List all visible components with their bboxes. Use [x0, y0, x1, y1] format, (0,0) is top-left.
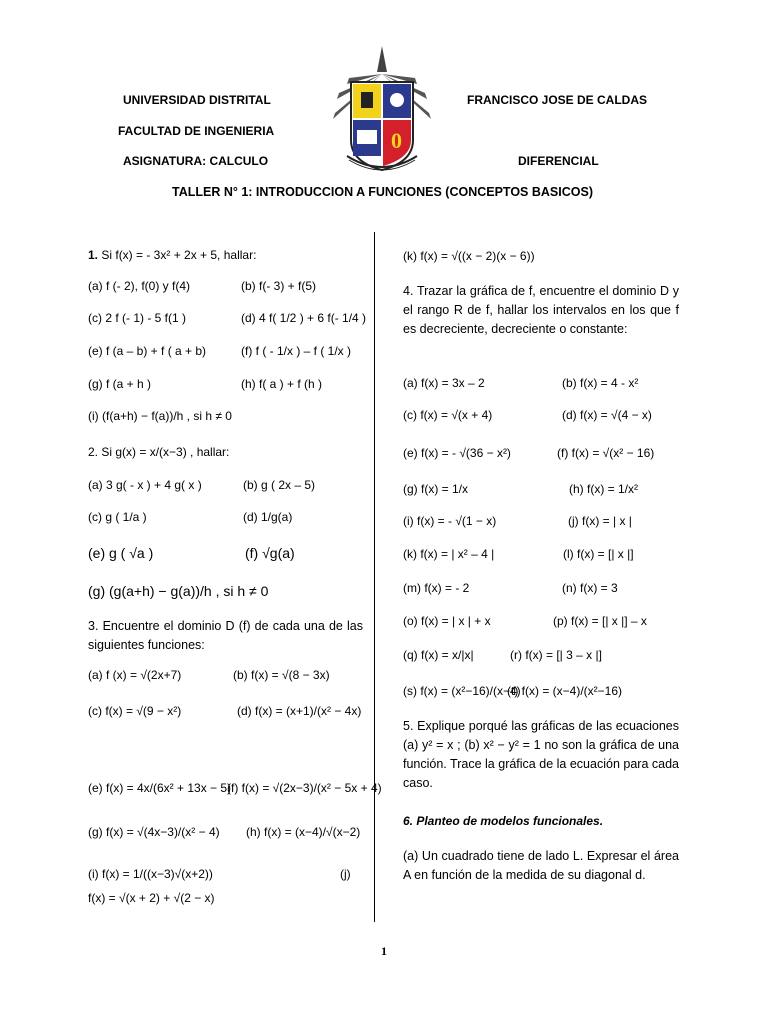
problem-2d: (d) 1/g(a) — [243, 510, 293, 524]
problem-3a: (a) f (x) = √(2x+7) — [88, 668, 182, 682]
problem-3f: (f) f(x) = √(2x−3)/(x² − 5x + 4) — [227, 781, 382, 795]
problem-4r: (r) f(x) = [| 3 – x |] — [510, 648, 602, 662]
problem-1b: (b) f(- 3) + f(5) — [241, 279, 317, 293]
problem-1-statement: 1. Si f(x) = - 3x² + 2x + 5, hallar: — [88, 248, 257, 262]
problem-2b: (b) g ( 2x – 5) — [243, 478, 316, 492]
problem-2g: (g) (g(a+h) − g(a))/h , si h ≠ 0 — [88, 583, 269, 599]
problem-2a: (a) 3 g( - x ) + 4 g( x ) — [88, 478, 202, 492]
problem-1a: (a) f (- 2), f(0) y f(4) — [88, 279, 190, 293]
header-university-name: FRANCISCO JOSE DE CALDAS — [467, 93, 648, 107]
problem-4n: (n) f(x) = 3 — [562, 581, 618, 595]
worksheet-title: TALLER N° 1: INTRODUCCION A FUNCIONES (CONCEPTOS BASICOS) — [172, 185, 593, 199]
header-university: UNIVERSIDAD DISTRITAL — [123, 93, 271, 107]
problem-4e: (e) f(x) = - √(36 − x²) — [403, 446, 511, 460]
problem-1g: (g) f (a + h ) — [88, 377, 152, 391]
svg-text:0: 0 — [391, 128, 402, 153]
problem-4a: (a) f(x) = 3x – 2 — [403, 376, 485, 390]
problem-4g: (g) f(x) = 1/x — [403, 482, 469, 496]
problem-6-heading: 6. Planteo de modelos funcionales. — [403, 814, 604, 828]
problem-4o: (o) f(x) = | x | + x — [403, 614, 491, 628]
problem-4t: (t) f(x) = (x−4)/(x²−16) — [507, 684, 623, 698]
problem-4p: (p) f(x) = [| x |] – x — [553, 614, 647, 628]
problem-1f: (f) f ( - 1/x ) – f ( 1/x ) — [241, 344, 352, 358]
problem-4i: (i) f(x) = - √(1 − x) — [403, 514, 497, 528]
problem-6a: (a) Un cuadrado tiene de lado L. Expresar el área A en función de la medida de su diagonal d. — [403, 849, 679, 882]
problem-3h: (h) f(x) = (x−4)/√(x−2) — [246, 825, 361, 839]
header-subject-cont: DIFERENCIAL — [518, 154, 599, 168]
problem-3d: (d) f(x) = (x+1)/(x² − 4x) — [237, 704, 362, 718]
header-subject: ASIGNATURA: CALCULO — [123, 154, 269, 168]
problem-4f: (f) f(x) = √(x² − 16) — [557, 446, 655, 460]
problem-1c: (c) 2 f (- 1) - 5 f(1 ) — [88, 311, 187, 325]
header-faculty: FACULTAD DE INGENIERIA — [118, 124, 275, 138]
column-divider — [374, 232, 375, 922]
problem-2f: (f) √g(a) — [245, 545, 295, 561]
problem-4j: (j) f(x) = | x | — [568, 514, 632, 528]
problem-4d: (d) f(x) = √(4 − x) — [562, 408, 652, 422]
problem-3k: (k) f(x) = √((x − 2)(x − 6)) — [403, 249, 535, 263]
problem-1e: (e) f (a – b) + f ( a + b) — [88, 344, 207, 358]
problem-3c: (c) f(x) = √(9 − x²) — [88, 704, 182, 718]
problem-2c: (c) g ( 1/a ) — [88, 510, 147, 524]
problem-1d: (d) 4 f( 1/2 ) + 6 f(- 1/4 ) — [241, 311, 367, 325]
page-number: 1 — [381, 944, 387, 958]
problem-2e: (e) g ( √a ) — [88, 545, 154, 561]
problem-3b: (b) f(x) = √(8 − 3x) — [233, 668, 330, 682]
problem-3g: (g) f(x) = √(4x−3)/(x² − 4) — [88, 825, 220, 839]
problem-4s: (s) f(x) = (x²−16)/(x−4) — [403, 684, 521, 698]
problem-1i: (i) (f(a+h) − f(a))/h , si h ≠ 0 — [88, 409, 232, 423]
problem-4k: (k) f(x) = | x² – 4 | — [403, 547, 495, 561]
problem-3j: f(x) = √(x + 2) + √(2 − x) — [88, 891, 215, 905]
problem-3-statement: 3. Encuentre el dominio D (f) de cada una de las siguientes funciones: — [88, 619, 363, 652]
problem-4l: (l) f(x) = [| x |] — [563, 547, 634, 561]
problem-4c: (c) f(x) = √(x + 4) — [403, 408, 493, 422]
problem-5-statement: 5. Explique porqué las gráficas de las ecuaciones (a) y² = x ; (b) x² − y² = 1 no son la gráfica de una función. Trace la gráfica de la ecuación para cada caso. — [403, 719, 679, 790]
problem-2-statement: 2. Si g(x) = x/(x−3) , hallar: — [88, 445, 230, 459]
problem-4h: (h) f(x) = 1/x² — [569, 482, 639, 496]
problem-1h: (h) f( a ) + f (h ) — [241, 377, 323, 391]
problem-4q: (q) f(x) = x/|x| — [403, 648, 474, 662]
problem-4m: (m) f(x) = - 2 — [403, 581, 470, 595]
problem-4-statement: 4. Trazar la gráfica de f, encuentre el dominio D y el rango R de f, hallar los intervalos en los que f es decreciente, decreciente o constante: — [403, 284, 679, 336]
problem-3j-label: (j) — [340, 867, 351, 881]
problem-3i: (i) f(x) = 1/((x−3)√(x+2)) — [88, 867, 213, 881]
university-seal-logo — [327, 44, 437, 180]
problem-3e: (e) f(x) = 4x/(6x² + 13x − 5) — [88, 781, 232, 795]
problem-4b: (b) f(x) = 4 - x² — [562, 376, 639, 390]
